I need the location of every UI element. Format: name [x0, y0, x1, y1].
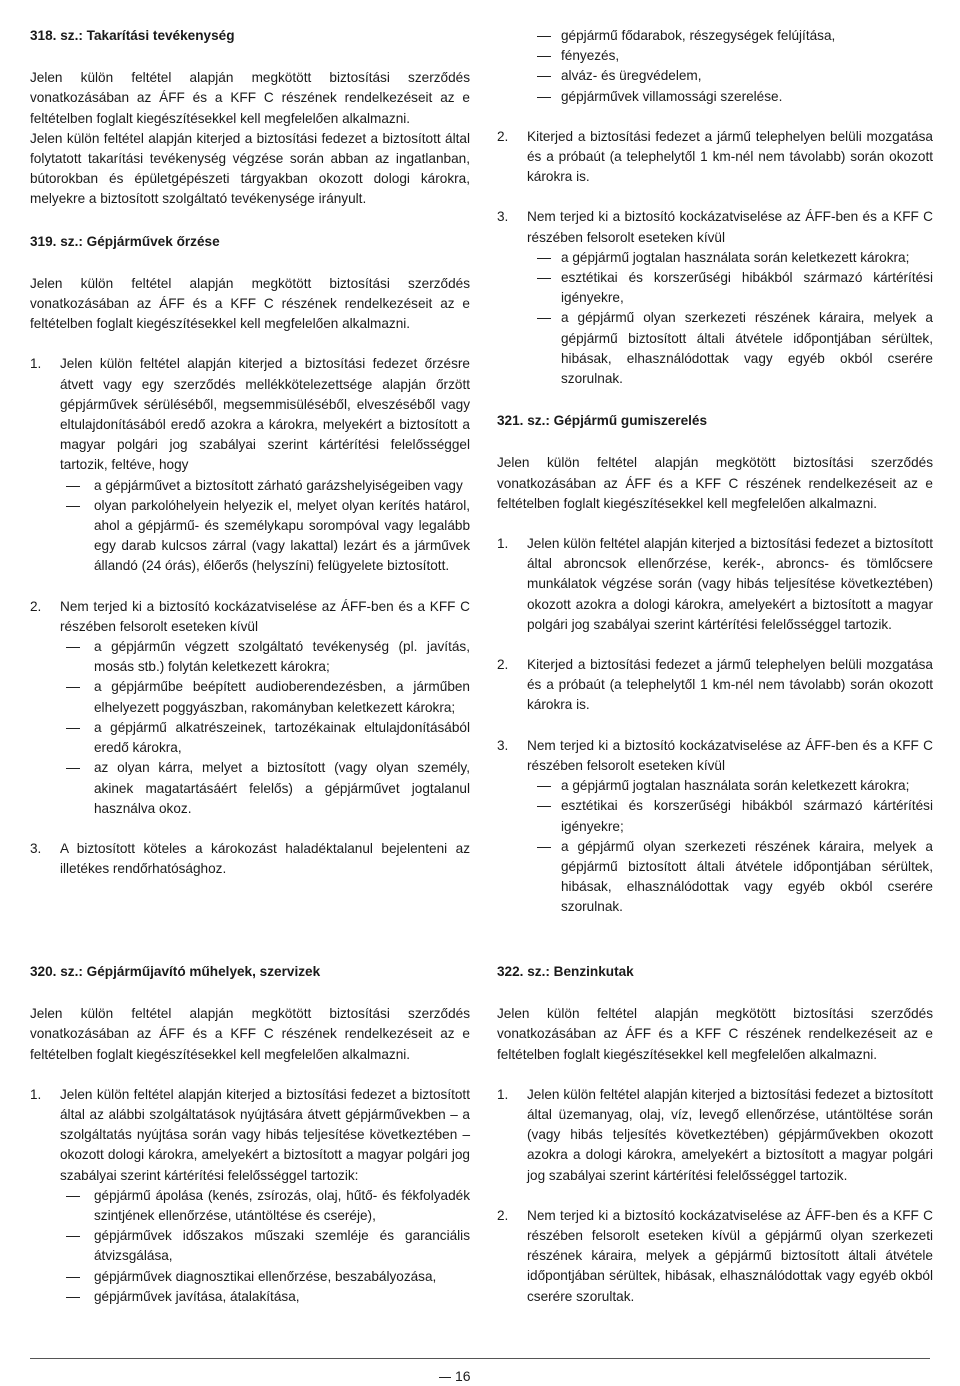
- section-321-item-1: 1. Jelen külön feltétel alapján kiterjed a biztosítási fedezet a biztosított által abroncsok ellenőrzése, kerék-, abroncs- és tömlőcsere munkálatok végzése során (vagy hibás teljesítése következtében) okozott azokra a dologi károkra, amelyekért a biztosított a magyar polgári jog szabályai szerint kártérítési felelősséggel tartozik.: [497, 536, 933, 632]
- list-item: a gépjármű jogtalan használata során keletkezett károkra;: [497, 248, 933, 268]
- page-number: 16: [455, 1368, 471, 1384]
- section-320-intro: Jelen külön feltétel alapján megkötött biztosítási szerződés vonatkozásában az ÁFF és a KFF C részének rendelkezéseit az e feltételben foglalt kiegészítésekkel kell megfelelően alkalmazni.: [30, 1006, 470, 1062]
- section-319-item-3: 3. A biztosított köteles a károkozást haladéktalanul bejelenteni az illetékes rendőrhatósághoz.: [30, 840, 470, 877]
- section-319-title: 319. sz.: Gépjárművek őrzése: [30, 233, 220, 249]
- list-item: a gépjármű olyan szerkezeti részének káraira, melyek a gépjármű biztosított általi átvétele időpontjában sérültek, hibásak, elhasználódottak vagy egyéb okból cserére szorulnak.: [497, 308, 933, 389]
- left-column-top: [30, 26, 470, 879]
- list-item: esztétikai és korszerűségi hibákból származó kártérítési igényekre;: [497, 796, 933, 836]
- list-item: gépjármű ápolása (kenés, zsírozás, olaj, hűtő- és fékfolyadék szintjének ellenőrzése, utántöltése és cseréje),: [30, 1186, 470, 1226]
- list-item: a gépjármű alkatrészeinek, tartozékainak eltulajdonításából eredő károkra,: [30, 718, 470, 758]
- list-item: gépjármű fődarabok, részegységek felújítása,: [497, 26, 933, 46]
- list-item: gépjárművek diagnosztikai ellenőrzése, beszabályozása,: [30, 1267, 470, 1287]
- section-322-title: 322. sz.: Benzinkutak: [497, 964, 634, 979]
- section-321-item-3: 3. Nem terjed ki a biztosító kockázatviselése az ÁFF-ben és a KFF C részében felsorolt eseteken kívül a gépjármű jogtalan használata során keletkezett károkra; esztétikai és korszerűségi hibákból származó kártérítési igényekre; a gépjármű olyan szerkezeti részének káraira, melyek a gépjármű biztosított általi átvétele időpontjában sérültek, hibásak, elhasználódottak vagy egyéb okból cserére szorulnak.: [497, 736, 933, 918]
- section-319-item-1: 1. Jelen külön feltétel alapján kiterjed a biztosítási fedezet őrzésre átvett vagy egy szerződés mellékkötelezettsége alapján őrzött gépjárművek sérüléséből, megsemmisüléséből, elveszéséből vagy eltulajdonításából eredő azokra a károkra, melyekért a biztosított a magyar polgári jog szabályai szerint kártérítési felelősséggel tartozik, feltéve, hogy a gépjárművet a biztosított zárható garázshelyiségeiben vagy olyan parkolóhelyein helyezik el, melyet olyan kerítés határol, ahol a gépjármű- és személykapu sorompóval vagy legalább egy darab kulcsos zárral (vagy lakattal) lezárt és a járművek állandó (24 órás), élőerős (helyszíni) felügyelete biztosított.: [30, 354, 470, 576]
- list-item: az olyan kárra, melyet a biztosított (vagy olyan személy, akinek magatartásáért felelős) a gépjárművet jogtalanul használva okoz.: [30, 758, 470, 819]
- section-320-item-2: 2. Kiterjed a biztosítási fedezet a jármű telephelyen belüli mozgatása és a próbaút (a telephelytől 1 km-nél nem távolabb) során okozott károkra is.: [497, 128, 933, 185]
- footer-rule: [30, 1358, 930, 1359]
- section-318-body: Jelen külön feltétel alapján kiterjed a biztosítási fedezet a biztosított által folytatott takarítási tevékenység végzése során abban az ingatlanban, bútorokban és épületgépészeti tárgyakban okozott dologi károkra, melyekre a biztosított szolgáltató tevékenysége irányult.: [30, 130, 470, 207]
- section-322-item-1: 1. Jelen külön feltétel alapján kiterjed a biztosítási fedezet a biztosított által üzemanyag, olaj, víz, levegő ellenőrzése, utántöltése során (vagy hibás teljesítés következtében) gépjárművekben okozott azokra a dologi károkra, amelyekért a biztosított a magyar polgári jog szabályai szerint kártérítési felelősséggel tartozik.: [497, 1086, 933, 1183]
- list-item: a gépjármű jogtalan használata során keletkezett károkra;: [497, 776, 933, 796]
- list-item: olyan parkolóhelyein helyezik el, melyet olyan kerítés határol, ahol a gépjármű- és személykapu sorompóval vagy legalább egy darab kulcsos zárral (vagy lakattal) lezárt és a járművek állandó (24 órás), élőerős (helyszíni) felügyelete biztosított.: [30, 496, 470, 577]
- right-column-bottom: [497, 962, 933, 1307]
- section-321-title: 321. sz.: Gépjármű gumiszerelés: [497, 413, 708, 429]
- section-318-title: 318. sz.: Takarítási tevékenység: [30, 28, 235, 43]
- section-322-item-2: 2. Nem terjed ki a biztosító kockázatviselése az ÁFF-ben és a KFF C részében felsorolt eseteken kívül a gépjármű olyan szerkezeti részének káraira, melyek a gépjármű biztosított általi átvétele időpontjában sérültek, hibásak, elhasználódottak vagy egyéb okból cserére szorultak.: [497, 1207, 933, 1304]
- section-319-item-2: 2. Nem terjed ki a biztosító kockázatviselése az ÁFF-ben és a KFF C részében felsorolt eseteken kívül a gépjárműn végzett szolgáltató tevékenység (pl. javítás, mosás stb.) folytán keletkezett károkra; a gépjárműbe beépített audioberendezésben, a járműben elhelyezett poggyászban, rakományban keletkezett károkra; a gépjármű alkatrészeinek, tartozékainak eltulajdonításából eredő károkra, az olyan kárra, melyet a biztosított (vagy olyan személy, akinek magatartásáért felelős) a gépjárművet jogtalanul használva okoz.: [30, 597, 470, 819]
- section-318-intro: Jelen külön feltétel alapján megkötött biztosítási szerződés vonatkozásában az ÁFF és a KFF C részének rendelkezéseit az e feltételben foglalt kiegészítésekkel kell megfelelően alkalmazni.: [30, 70, 470, 126]
- section-322-intro: Jelen külön feltétel alapján megkötött biztosítási szerződés vonatkozásában az ÁFF és a KFF C részének rendelkezéseit az e feltételben foglalt kiegészítésekkel kell megfelelően alkalmazni.: [497, 1006, 933, 1062]
- left-column-bottom: [30, 962, 470, 1307]
- list-item: a gépjárművet a biztosított zárható garázshelyiségeiben vagy: [30, 476, 470, 496]
- right-column-top: [497, 26, 933, 918]
- list-item: gépjárművek villamossági szerelése.: [497, 87, 933, 107]
- section-320-title: 320. sz.: Gépjárműjavító műhelyek, szervizek: [30, 964, 321, 979]
- list-item: a gépjárműn végzett szolgáltató tevékenység (pl. javítás, mosás stb.) folytán keletkezett károkra;: [30, 637, 470, 677]
- section-321-intro: Jelen külön feltétel alapján megkötött biztosítási szerződés vonatkozásában az ÁFF és a KFF C részének rendelkezéseit az e feltételben foglalt kiegészítésekkel kell megfelelően alkalmazni.: [497, 455, 933, 511]
- list-item: fényezés,: [497, 46, 933, 66]
- section-320-item-1: 1. Jelen külön feltétel alapján kiterjed a biztosítási fedezet a biztosított által az alábbi szolgáltatások nyújtására átvett gépjárművekben – a szolgáltatás nyújtása során vagy hibás teljesítése következtében – okozott dologi károkra, amelyekért a biztosított a magyar polgári jog szabályai szerint kártérítési felelősséggel tartozik: gépjármű ápolása (kenés, zsírozás, olaj, hűtő- és fékfolyadék szintjének ellenőrzése, utántöltése és cseréje), gépjárművek időszakos műszaki szemléje és garanciális átvizsgálása, gépjárművek diagnosztikai ellenőrzése, beszabályozása, gépjárművek javítása, átalakítása,: [30, 1085, 470, 1307]
- list-item: gépjárművek javítása, átalakítása,: [30, 1287, 470, 1307]
- list-item: a gépjármű olyan szerkezeti részének káraira, melyek a gépjármű biztosított általi átvétele időpontjában sérültek, hibásak, elhasználódottak vagy egyéb okból cserére szorulnak.: [497, 837, 933, 918]
- list-item: a gépjárműbe beépített audioberendezésben, a járműben elhelyezett poggyászban, rakományban keletkezett károkra;: [30, 677, 470, 717]
- list-item: gépjárművek időszakos műszaki szemléje és garanciális átvizsgálása,: [30, 1226, 470, 1266]
- list-item: esztétikai és korszerűségi hibákból származó kártérítési igényekre,: [497, 268, 933, 308]
- section-321-item-2: 2. Kiterjed a biztosítási fedezet a jármű telephelyen belüli mozgatása és a próbaút (a telephelytől 1 km-nél nem távolabb) során okozott károkra is.: [497, 657, 933, 713]
- section-319-intro: Jelen külön feltétel alapján megkötött biztosítási szerződés vonatkozásában az ÁFF és a KFF C részének rendelkezéseit az e feltételben foglalt kiegészítésekkel kell megfelelően alkalmazni.: [30, 275, 470, 332]
- list-item: alváz- és üregvédelem,: [497, 66, 933, 86]
- section-320-item-3: 3. Nem terjed ki a biztosító kockázatviselése az ÁFF-ben és a KFF C részében felsorolt eseteken kívül a gépjármű jogtalan használata során keletkezett károkra; esztétikai és korszerűségi hibákból származó kártérítési igényekre, a gépjármű olyan szerkezeti részének káraira, melyek a gépjármű biztosított általi átvétele időpontjában sérültek, hibásak, elhasználódottak vagy egyéb okból cserére szorulnak.: [497, 207, 933, 389]
